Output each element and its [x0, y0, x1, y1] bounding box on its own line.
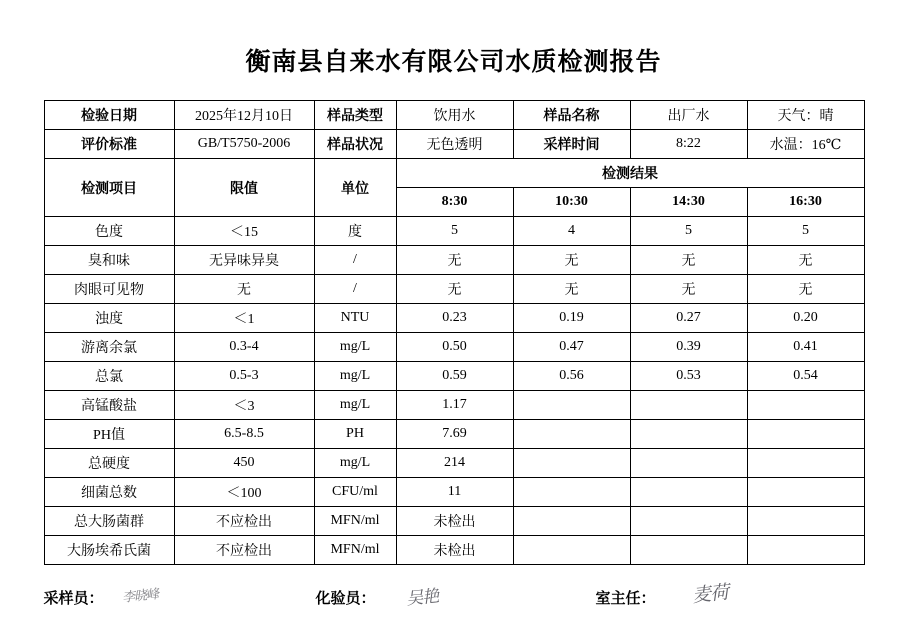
row-value-1-1: 无: [513, 246, 630, 275]
table-row-columns-1: [44, 159, 864, 188]
row-item-1: 臭和味: [44, 246, 174, 275]
table-row: [44, 507, 864, 536]
row-item-9: 细菌总数: [44, 478, 174, 507]
row-limit-8: 450: [174, 449, 314, 478]
row-value-9-2: [630, 478, 747, 507]
row-value-10-2: [630, 507, 747, 536]
row-value-2-1: 无: [513, 275, 630, 304]
sampler-signature: 李晓峰: [120, 586, 159, 605]
row-value-7-1: [513, 420, 630, 449]
row-value-5-0: 0.59: [396, 362, 513, 391]
row-value-4-1: 0.47: [513, 333, 630, 362]
time-header-2: 14:30: [630, 188, 747, 217]
row-value-9-0: 11: [396, 478, 513, 507]
row-value-8-0: 214: [396, 449, 513, 478]
row-value-7-0: 7.69: [396, 420, 513, 449]
row-limit-11: 不应检出: [174, 536, 314, 565]
row-value-3-3: 0.20: [747, 304, 864, 333]
row-value-0-0: 5: [396, 217, 513, 246]
row-item-6: 高锰酸盐: [44, 391, 174, 420]
row-value-3-0: 0.23: [396, 304, 513, 333]
time-header-3: 16:30: [747, 188, 864, 217]
row-value-11-0: 未检出: [396, 536, 513, 565]
table-row: [44, 333, 864, 362]
row-value-7-3: [747, 420, 864, 449]
row-item-5: 总氯: [44, 362, 174, 391]
row-item-0: 色度: [44, 217, 174, 246]
row-value-8-3: [747, 449, 864, 478]
row-unit-1: /: [314, 246, 396, 275]
row-value-11-3: [747, 536, 864, 565]
row-value-4-3: 0.41: [747, 333, 864, 362]
row-value-3-1: 0.19: [513, 304, 630, 333]
table-row-header-2: [44, 130, 864, 159]
table-row: [44, 478, 864, 507]
director-label: 室主任：: [595, 591, 656, 607]
row-limit-3: ＜1: [174, 304, 314, 333]
row-limit-6: ＜3: [174, 391, 314, 420]
row-value-1-0: 无: [396, 246, 513, 275]
row-item-7: PH值: [44, 420, 174, 449]
sampling-time-value: 8:22: [630, 130, 747, 159]
director-signature: 麦荷: [690, 582, 729, 607]
row-unit-9: CFU/ml: [314, 478, 396, 507]
row-unit-11: MFN/ml: [314, 536, 396, 565]
row-value-0-1: 4: [513, 217, 630, 246]
row-value-6-0: 1.17: [396, 391, 513, 420]
sample-state-value: 无色透明: [396, 130, 513, 159]
row-value-4-2: 0.39: [630, 333, 747, 362]
row-value-10-1: [513, 507, 630, 536]
row-unit-7: PH: [314, 420, 396, 449]
row-item-2: 肉眼可见物: [44, 275, 174, 304]
row-value-10-0: 未检出: [396, 507, 513, 536]
row-value-8-1: [513, 449, 630, 478]
sampler-label: 采样员：: [43, 591, 104, 607]
row-value-1-2: 无: [630, 246, 747, 275]
signature-footer: [44, 565, 864, 635]
column-header-results: 检测结果: [396, 159, 864, 188]
row-unit-3: NTU: [314, 304, 396, 333]
row-value-2-3: 无: [747, 275, 864, 304]
time-header-1: 10:30: [513, 188, 630, 217]
row-value-5-1: 0.56: [513, 362, 630, 391]
page-title: 衡南县自来水有限公司水质检测报告: [245, 49, 662, 76]
row-limit-2: 无: [174, 275, 314, 304]
row-item-4: 游离余氯: [44, 333, 174, 362]
water-quality-table: [44, 100, 865, 565]
table-row: [44, 536, 864, 565]
row-value-6-3: [747, 391, 864, 420]
table-row: [44, 449, 864, 478]
table-row: [44, 275, 864, 304]
row-item-3: 浊度: [44, 304, 174, 333]
row-item-8: 总硬度: [44, 449, 174, 478]
row-value-5-2: 0.53: [630, 362, 747, 391]
row-value-0-2: 5: [630, 217, 747, 246]
time-header-0: 8:30: [396, 188, 513, 217]
row-value-2-2: 无: [630, 275, 747, 304]
standard-label: 评价标准: [44, 130, 174, 159]
row-unit-4: mg/L: [314, 333, 396, 362]
row-limit-7: 6.5-8.5: [174, 420, 314, 449]
row-limit-4: 0.3-4: [174, 333, 314, 362]
row-limit-5: 0.5-3: [174, 362, 314, 391]
row-limit-10: 不应检出: [174, 507, 314, 536]
row-value-9-3: [747, 478, 864, 507]
table-row: [44, 304, 864, 333]
column-header-item: 检测项目: [44, 159, 174, 217]
table-row-header-1: [44, 101, 864, 130]
row-unit-8: mg/L: [314, 449, 396, 478]
row-value-11-2: [630, 536, 747, 565]
row-unit-10: MFN/ml: [314, 507, 396, 536]
sample-name-value: 出厂水: [630, 101, 747, 130]
row-item-11: 大肠埃希氏菌: [44, 536, 174, 565]
row-value-2-0: 无: [396, 275, 513, 304]
row-value-4-0: 0.50: [396, 333, 513, 362]
tester-label: 化验员：: [315, 591, 376, 607]
date-value: 2025年12月10日: [174, 101, 314, 130]
row-value-9-1: [513, 478, 630, 507]
row-item-10: 总大肠菌群: [44, 507, 174, 536]
table-row: [44, 246, 864, 275]
table-row: [44, 217, 864, 246]
sample-state-label: 样品状况: [314, 130, 396, 159]
row-limit-9: ＜100: [174, 478, 314, 507]
row-value-6-1: [513, 391, 630, 420]
column-header-limit: 限值: [174, 159, 314, 217]
row-unit-6: mg/L: [314, 391, 396, 420]
table-row: [44, 420, 864, 449]
table-row: [44, 362, 864, 391]
standard-value: GB/T5750-2006: [174, 130, 314, 159]
row-value-5-3: 0.54: [747, 362, 864, 391]
row-value-8-2: [630, 449, 747, 478]
sample-name-label: 样品名称: [513, 101, 630, 130]
sample-type-value: 饮用水: [396, 101, 513, 130]
row-value-7-2: [630, 420, 747, 449]
report-table-wrap: [44, 100, 864, 565]
tester-signature: 吴艳: [404, 586, 439, 609]
row-value-0-3: 5: [747, 217, 864, 246]
row-unit-5: mg/L: [314, 362, 396, 391]
sample-type-label: 样品类型: [314, 101, 396, 130]
row-value-11-1: [513, 536, 630, 565]
weather-value: 天气：晴: [747, 101, 864, 130]
row-value-6-2: [630, 391, 747, 420]
row-unit-2: /: [314, 275, 396, 304]
row-unit-0: 度: [314, 217, 396, 246]
column-header-unit: 单位: [314, 159, 396, 217]
table-row: [44, 391, 864, 420]
sampling-time-label: 采样时间: [513, 130, 630, 159]
row-value-10-3: [747, 507, 864, 536]
row-limit-1: 无异味异臭: [174, 246, 314, 275]
water-temp-value: 水温：16℃: [747, 130, 864, 159]
row-limit-0: ＜15: [174, 217, 314, 246]
row-value-3-2: 0.27: [630, 304, 747, 333]
date-label: 检验日期: [44, 101, 174, 130]
row-value-1-3: 无: [747, 246, 864, 275]
